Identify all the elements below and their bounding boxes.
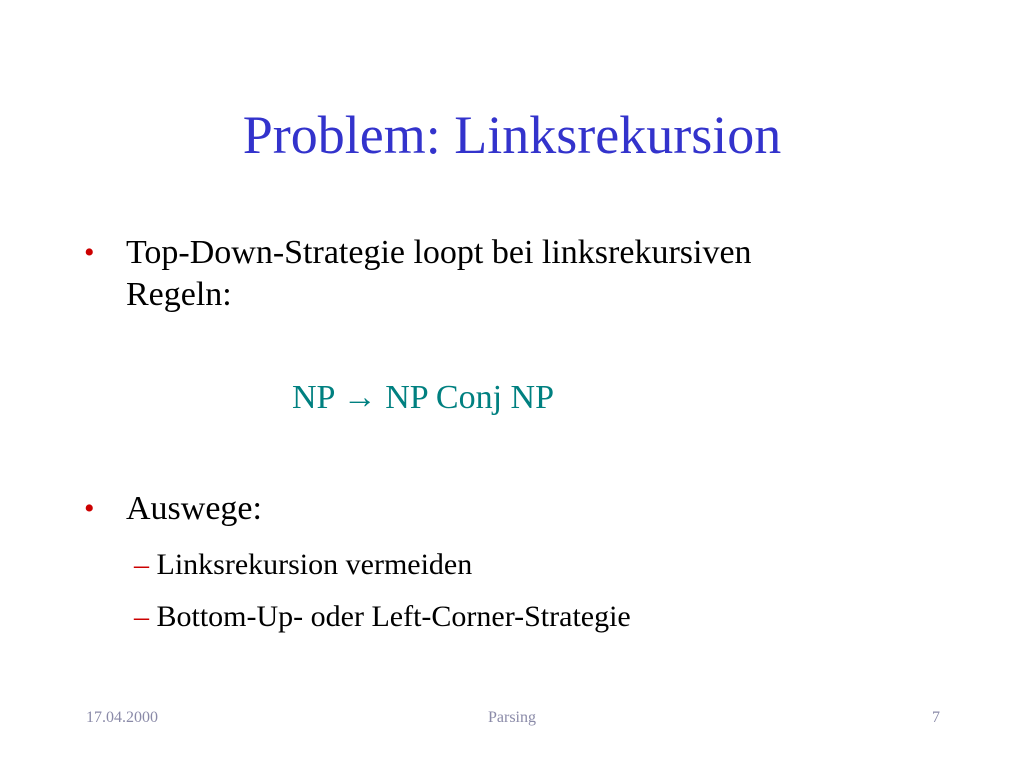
footer-date: 17.04.2000 bbox=[86, 709, 158, 726]
subitem-text: Linksrekursion vermeiden bbox=[156, 548, 473, 581]
subitem-marker: – bbox=[134, 600, 157, 633]
footer-title: Parsing bbox=[488, 709, 536, 726]
subitem-marker: – bbox=[134, 548, 157, 581]
bullet-marker: • bbox=[84, 236, 95, 269]
bullet-marker: • bbox=[84, 492, 95, 525]
slide-title: Problem: Linksrekursion bbox=[242, 105, 782, 165]
subitem-bottom-up-strategie bbox=[134, 598, 631, 636]
grammar-rule-formula: NP → NP Conj NP bbox=[292, 379, 554, 416]
subitem-text: Bottom-Up- oder Left-Corner-Strategie bbox=[156, 600, 631, 633]
footer-page-number: 7 bbox=[932, 709, 940, 726]
bullet-text: Top-Down-Strategie loopt bei linksrekursiven Regeln: bbox=[126, 234, 752, 313]
subitem-linksrekursion-vermeiden bbox=[134, 546, 472, 584]
bullet-text: Auswege: bbox=[126, 490, 262, 527]
